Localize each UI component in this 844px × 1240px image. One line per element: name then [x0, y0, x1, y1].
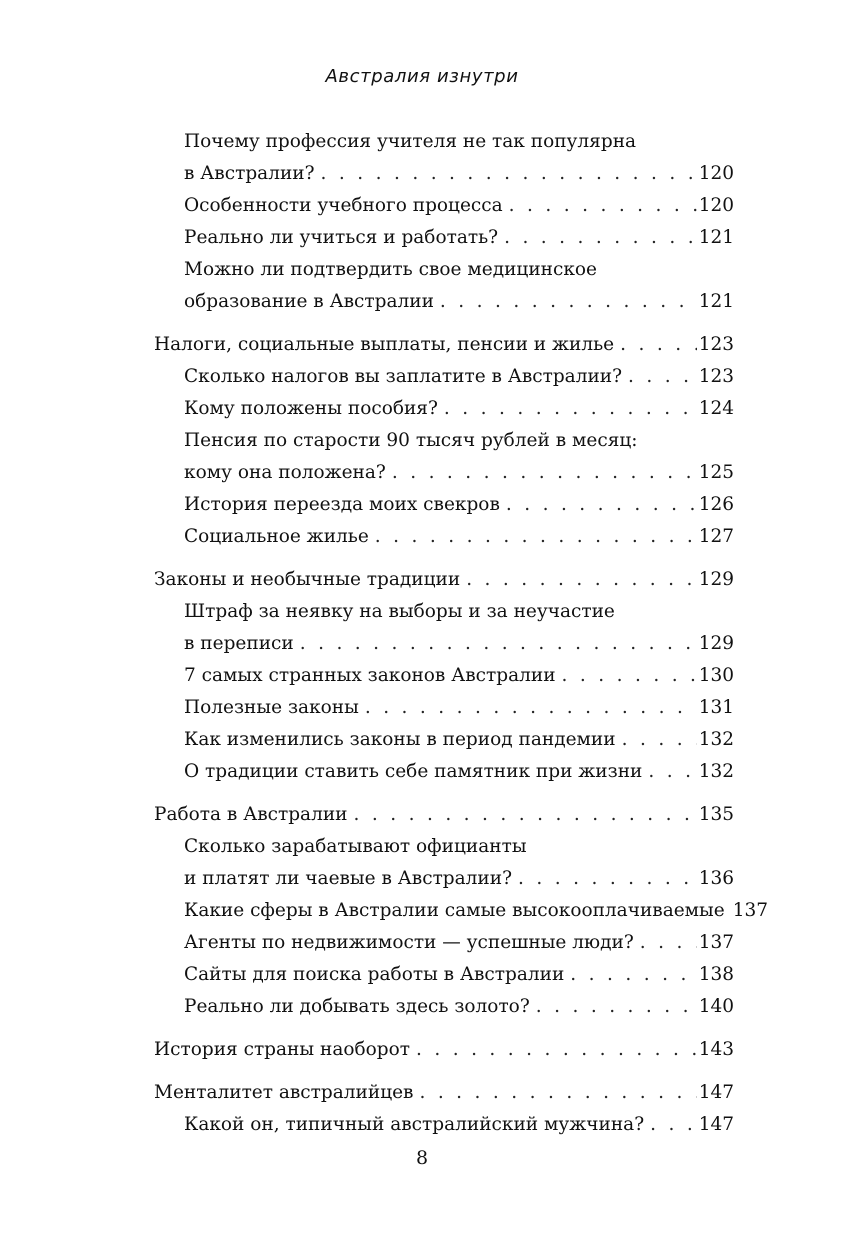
toc-page-number: 129	[698, 569, 734, 590]
toc-entry-title: Налоги, социальные выплаты, пенсии и жилье	[154, 334, 615, 355]
toc-page-number: 131	[698, 697, 734, 718]
toc-entry-row	[184, 692, 734, 724]
toc-section-entry	[154, 489, 734, 521]
toc-entry-title-line: Можно ли подтвердить свое медицинское	[184, 259, 597, 280]
dot-leader	[504, 222, 697, 254]
toc-section-entry	[154, 393, 734, 425]
dot-leader	[518, 863, 697, 895]
toc-entry-row	[154, 1034, 734, 1066]
dot-leader	[300, 628, 697, 660]
toc-page-number: 129	[698, 633, 734, 654]
toc-section-entry	[154, 692, 734, 724]
page-number: 8	[415, 1147, 429, 1169]
toc-section-entry	[154, 831, 734, 895]
toc-section-entry	[154, 660, 734, 692]
toc-entry-row	[184, 190, 734, 222]
toc-chapter-entry	[154, 1034, 734, 1066]
toc-page-number: 126	[698, 494, 734, 515]
toc-section-entry	[154, 756, 734, 788]
toc-section-entry	[154, 190, 734, 222]
toc-section-entry	[154, 425, 734, 489]
toc-entry-title: Сколько налогов вы заплатите в Австралии?	[184, 366, 623, 387]
toc-page-number: 123	[698, 366, 734, 387]
toc-page-number: 136	[698, 868, 734, 889]
toc-entry-row	[184, 1109, 734, 1141]
toc-page-number: 124	[698, 398, 734, 419]
dot-leader	[628, 361, 697, 393]
toc-section-entry	[154, 895, 769, 927]
toc-entry-row	[154, 799, 734, 831]
toc-entry-row	[184, 628, 734, 660]
toc-entry-row	[154, 329, 734, 361]
toc-page-number: 140	[698, 996, 734, 1017]
toc-entry-title-line: Штраф за неявку на выборы и за неучастие	[184, 601, 615, 622]
toc-entry-title: Агенты по недвижимости — успешные люди?	[184, 932, 634, 953]
toc-entry-title: и платят ли чаевые в Австралии?	[184, 868, 513, 889]
toc-entry-row	[184, 660, 734, 692]
toc-entry-title: Реально ли добывать здесь золото?	[184, 996, 530, 1017]
toc-entry-title: 7 самых странных законов Австралии	[184, 665, 556, 686]
toc-entry-title: Полезные законы	[184, 697, 359, 718]
toc-section-entry	[154, 959, 734, 991]
toc-entry-title: Какой он, типичный австралийский мужчина?	[184, 1114, 645, 1135]
toc-page-number: 121	[698, 291, 734, 312]
dot-leader	[466, 564, 697, 596]
toc-section-entry	[154, 1109, 734, 1141]
toc-entry-title: Законы и необычные традиции	[154, 569, 461, 590]
toc-entry-title: образование в Австралии	[184, 291, 434, 312]
toc-entry-row	[184, 959, 734, 991]
dot-leader	[440, 286, 697, 318]
toc-entry-title: Кому положены пособия?	[184, 398, 438, 419]
toc-section-entry	[154, 521, 734, 553]
toc-entry-row	[184, 756, 734, 788]
toc-chapter-entry	[154, 329, 734, 361]
toc-page-number: 120	[698, 163, 734, 184]
dot-leader	[536, 991, 697, 1023]
toc-entry-title: Менталитет австралийцев	[154, 1082, 414, 1103]
toc-entry-title: Социальное жилье	[184, 526, 369, 547]
toc-section-entry	[154, 126, 734, 190]
toc-entry-row	[184, 222, 734, 254]
toc-entry-title: в переписи	[184, 633, 294, 654]
toc-entry-row	[184, 724, 734, 756]
toc-page-number: 130	[698, 665, 734, 686]
dot-leader	[650, 1109, 697, 1141]
toc-page-number: 137	[732, 900, 769, 921]
dot-leader	[509, 190, 697, 222]
toc-entry-row	[154, 1077, 734, 1109]
toc-entry-title: кому она положена?	[184, 462, 386, 483]
toc-entry-row	[184, 863, 734, 895]
toc-section-entry	[154, 991, 734, 1023]
dot-leader	[620, 329, 697, 361]
toc-entry-row	[184, 927, 734, 959]
dot-leader	[570, 959, 696, 991]
toc-entry-title: История страны наоборот	[154, 1039, 410, 1060]
toc-section-entry	[154, 361, 734, 393]
dot-leader	[640, 927, 697, 959]
toc-entry-title-line: Сколько зарабатывают официанты	[184, 836, 527, 857]
toc-page-number: 143	[698, 1039, 734, 1060]
toc-entry-title: Работа в Австралии	[154, 804, 348, 825]
toc-entry-row	[184, 991, 734, 1023]
toc-page-number: 121	[698, 227, 734, 248]
dot-leader	[419, 1077, 696, 1109]
dot-leader	[392, 457, 697, 489]
toc-section-entry	[154, 927, 734, 959]
dot-leader	[622, 724, 697, 756]
toc-entry-title-line: Почему профессия учителя не так популярна	[184, 131, 637, 152]
toc-entry-title: Какие сферы в Австралии самые высокооплачиваемые	[184, 900, 725, 921]
toc-page-number: 135	[698, 804, 734, 825]
toc-chapter-entry	[154, 1077, 734, 1109]
toc-entry-title: Как изменились законы в период пандемии	[184, 729, 616, 750]
toc-entry-row	[184, 457, 734, 489]
dot-leader	[648, 756, 696, 788]
toc-entry-row	[184, 895, 769, 927]
toc-page-number: 137	[698, 932, 734, 953]
toc-page-number: 147	[698, 1082, 734, 1103]
dot-leader	[354, 799, 697, 831]
toc-entry-title: О традиции ставить себе памятник при жизни	[184, 761, 643, 782]
toc-page-number: 123	[698, 334, 734, 355]
running-header: Австралия изнутри	[325, 66, 519, 87]
toc-page-number: 125	[698, 462, 734, 483]
dot-leader	[321, 158, 697, 190]
dot-leader	[416, 1034, 697, 1066]
table-of-contents	[154, 126, 769, 1141]
toc-page-number: 132	[698, 761, 734, 782]
dot-leader	[365, 692, 697, 724]
toc-entry-row	[184, 286, 734, 318]
toc-section-entry	[154, 724, 734, 756]
toc-entry-title: Сайты для поиска работы в Австралии	[184, 964, 565, 985]
toc-entry-title-line: Пенсия по старости 90 тысяч рублей в месяц:	[184, 430, 638, 451]
dot-leader	[562, 660, 697, 692]
toc-entry-row	[184, 521, 734, 553]
dot-leader	[444, 393, 697, 425]
toc-entry-title: в Австралии?	[184, 163, 315, 184]
toc-entry-title: История переезда моих свекров	[184, 494, 500, 515]
toc-entry-title: Реально ли учиться и работать?	[184, 227, 499, 248]
dot-leader	[375, 521, 697, 553]
toc-entry-row	[154, 564, 734, 596]
toc-entry-row	[184, 393, 734, 425]
toc-page-number: 132	[698, 729, 734, 750]
toc-page-number: 138	[698, 964, 734, 985]
toc-chapter-entry	[154, 799, 734, 831]
toc-section-entry	[154, 596, 734, 660]
toc-chapter-entry	[154, 564, 734, 596]
toc-page-number: 127	[698, 526, 734, 547]
dot-leader	[506, 489, 697, 521]
toc-entry-row	[184, 361, 734, 393]
toc-page-number: 147	[698, 1114, 734, 1135]
toc-page-number: 120	[698, 195, 734, 216]
toc-entry-row	[184, 489, 734, 521]
toc-section-entry	[154, 222, 734, 254]
toc-entry-row	[184, 158, 734, 190]
toc-section-entry	[154, 254, 734, 318]
toc-entry-title: Особенности учебного процесса	[184, 195, 503, 216]
